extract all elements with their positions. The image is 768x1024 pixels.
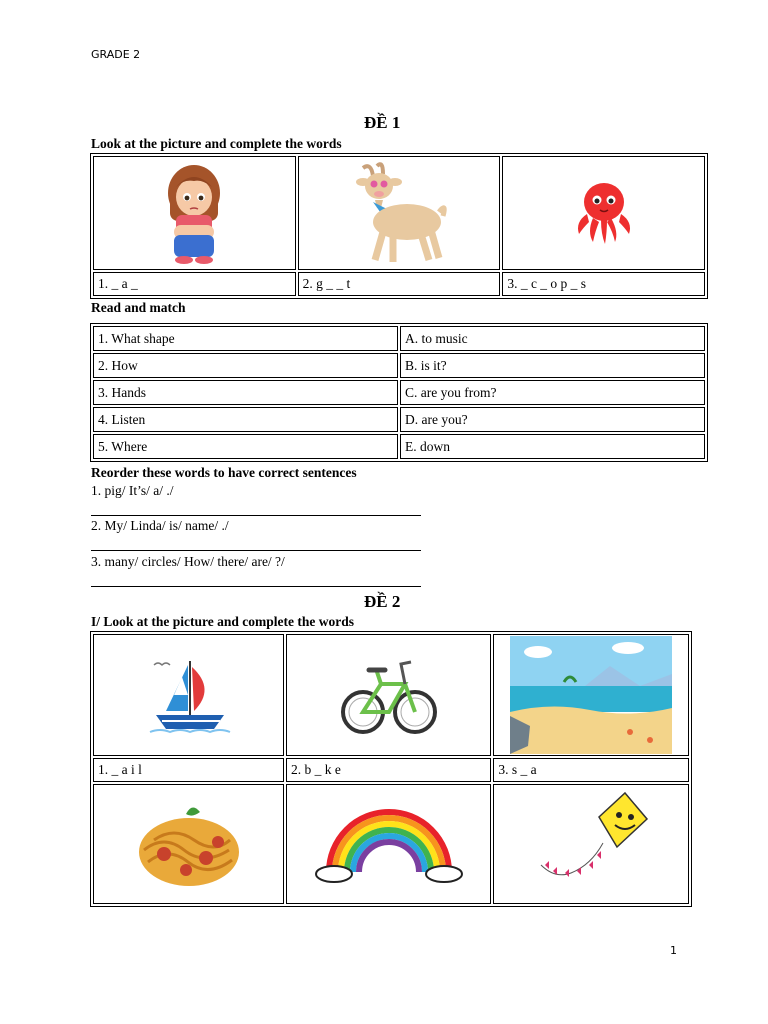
kite-picture — [493, 784, 689, 904]
de2-picture-item-1: 1. _ a i l — [93, 758, 284, 782]
de2-picture-table — [90, 631, 692, 907]
goat-picture — [298, 156, 501, 270]
de1-picture-item-1: 1. _ a _ — [93, 272, 296, 296]
rainbow-icon — [314, 804, 464, 884]
de1-title: ĐỀ 1 — [364, 113, 401, 132]
octopus-picture — [502, 156, 705, 270]
beach-picture — [493, 634, 689, 756]
match-right-c: C. are you from? — [400, 380, 705, 405]
match-left-3: 3. Hands — [93, 380, 398, 405]
sailboat-icon — [144, 655, 234, 735]
de1-section3-heading: Reorder these words to have correct sentences — [91, 465, 357, 480]
answer-line-2 — [91, 550, 421, 551]
page-number: 1 — [670, 944, 677, 957]
octopus-icon — [569, 178, 639, 248]
match-right-e: E. down — [400, 434, 705, 459]
bike-picture — [286, 634, 491, 756]
de2-picture-item-2: 2. b _ k e — [286, 758, 491, 782]
match-right-b: B. is it? — [400, 353, 705, 378]
sailboat-picture — [93, 634, 284, 756]
de2-picture-item-3: 3. s _ a — [493, 758, 689, 782]
de1-section1-heading: Look at the picture and complete the words — [91, 136, 342, 151]
beach-icon — [510, 636, 672, 754]
match-left-2: 2. How — [93, 353, 398, 378]
girl-picture — [93, 156, 296, 270]
goat-icon — [349, 160, 449, 266]
spaghetti-icon — [134, 794, 244, 894]
rainbow-picture — [286, 784, 491, 904]
de2-title: ĐỀ 2 — [364, 592, 401, 611]
kite-icon — [531, 789, 651, 899]
de1-section2-heading: Read and match — [91, 300, 186, 315]
match-left-5: 5. Where — [93, 434, 398, 459]
grade-label: GRADE 2 — [91, 48, 141, 61]
answer-line-3 — [91, 586, 421, 587]
match-right-a: A. to music — [400, 326, 705, 351]
de2-section1-heading: I/ Look at the picture and complete the words — [91, 614, 354, 629]
reorder-item-1: 1. pig/ It’s/ a/ ./ — [91, 483, 174, 498]
match-right-d: D. are you? — [400, 407, 705, 432]
bike-icon — [339, 650, 439, 740]
answer-line-1 — [91, 515, 421, 516]
spaghetti-picture — [93, 784, 284, 904]
reorder-item-2: 2. My/ Linda/ is/ name/ ./ — [91, 518, 229, 533]
de1-picture-item-2: 2. g _ _ t — [298, 272, 501, 296]
match-table — [90, 323, 708, 462]
reorder-item-3: 3. many/ circles/ How/ there/ are/ ?/ — [91, 554, 285, 569]
match-left-1: 1. What shape — [93, 326, 398, 351]
match-left-4: 4. Listen — [93, 407, 398, 432]
de1-picture-item-3: 3. _ c _ o p _ s — [502, 272, 705, 296]
de1-picture-table — [90, 153, 708, 299]
girl-icon — [162, 159, 226, 267]
